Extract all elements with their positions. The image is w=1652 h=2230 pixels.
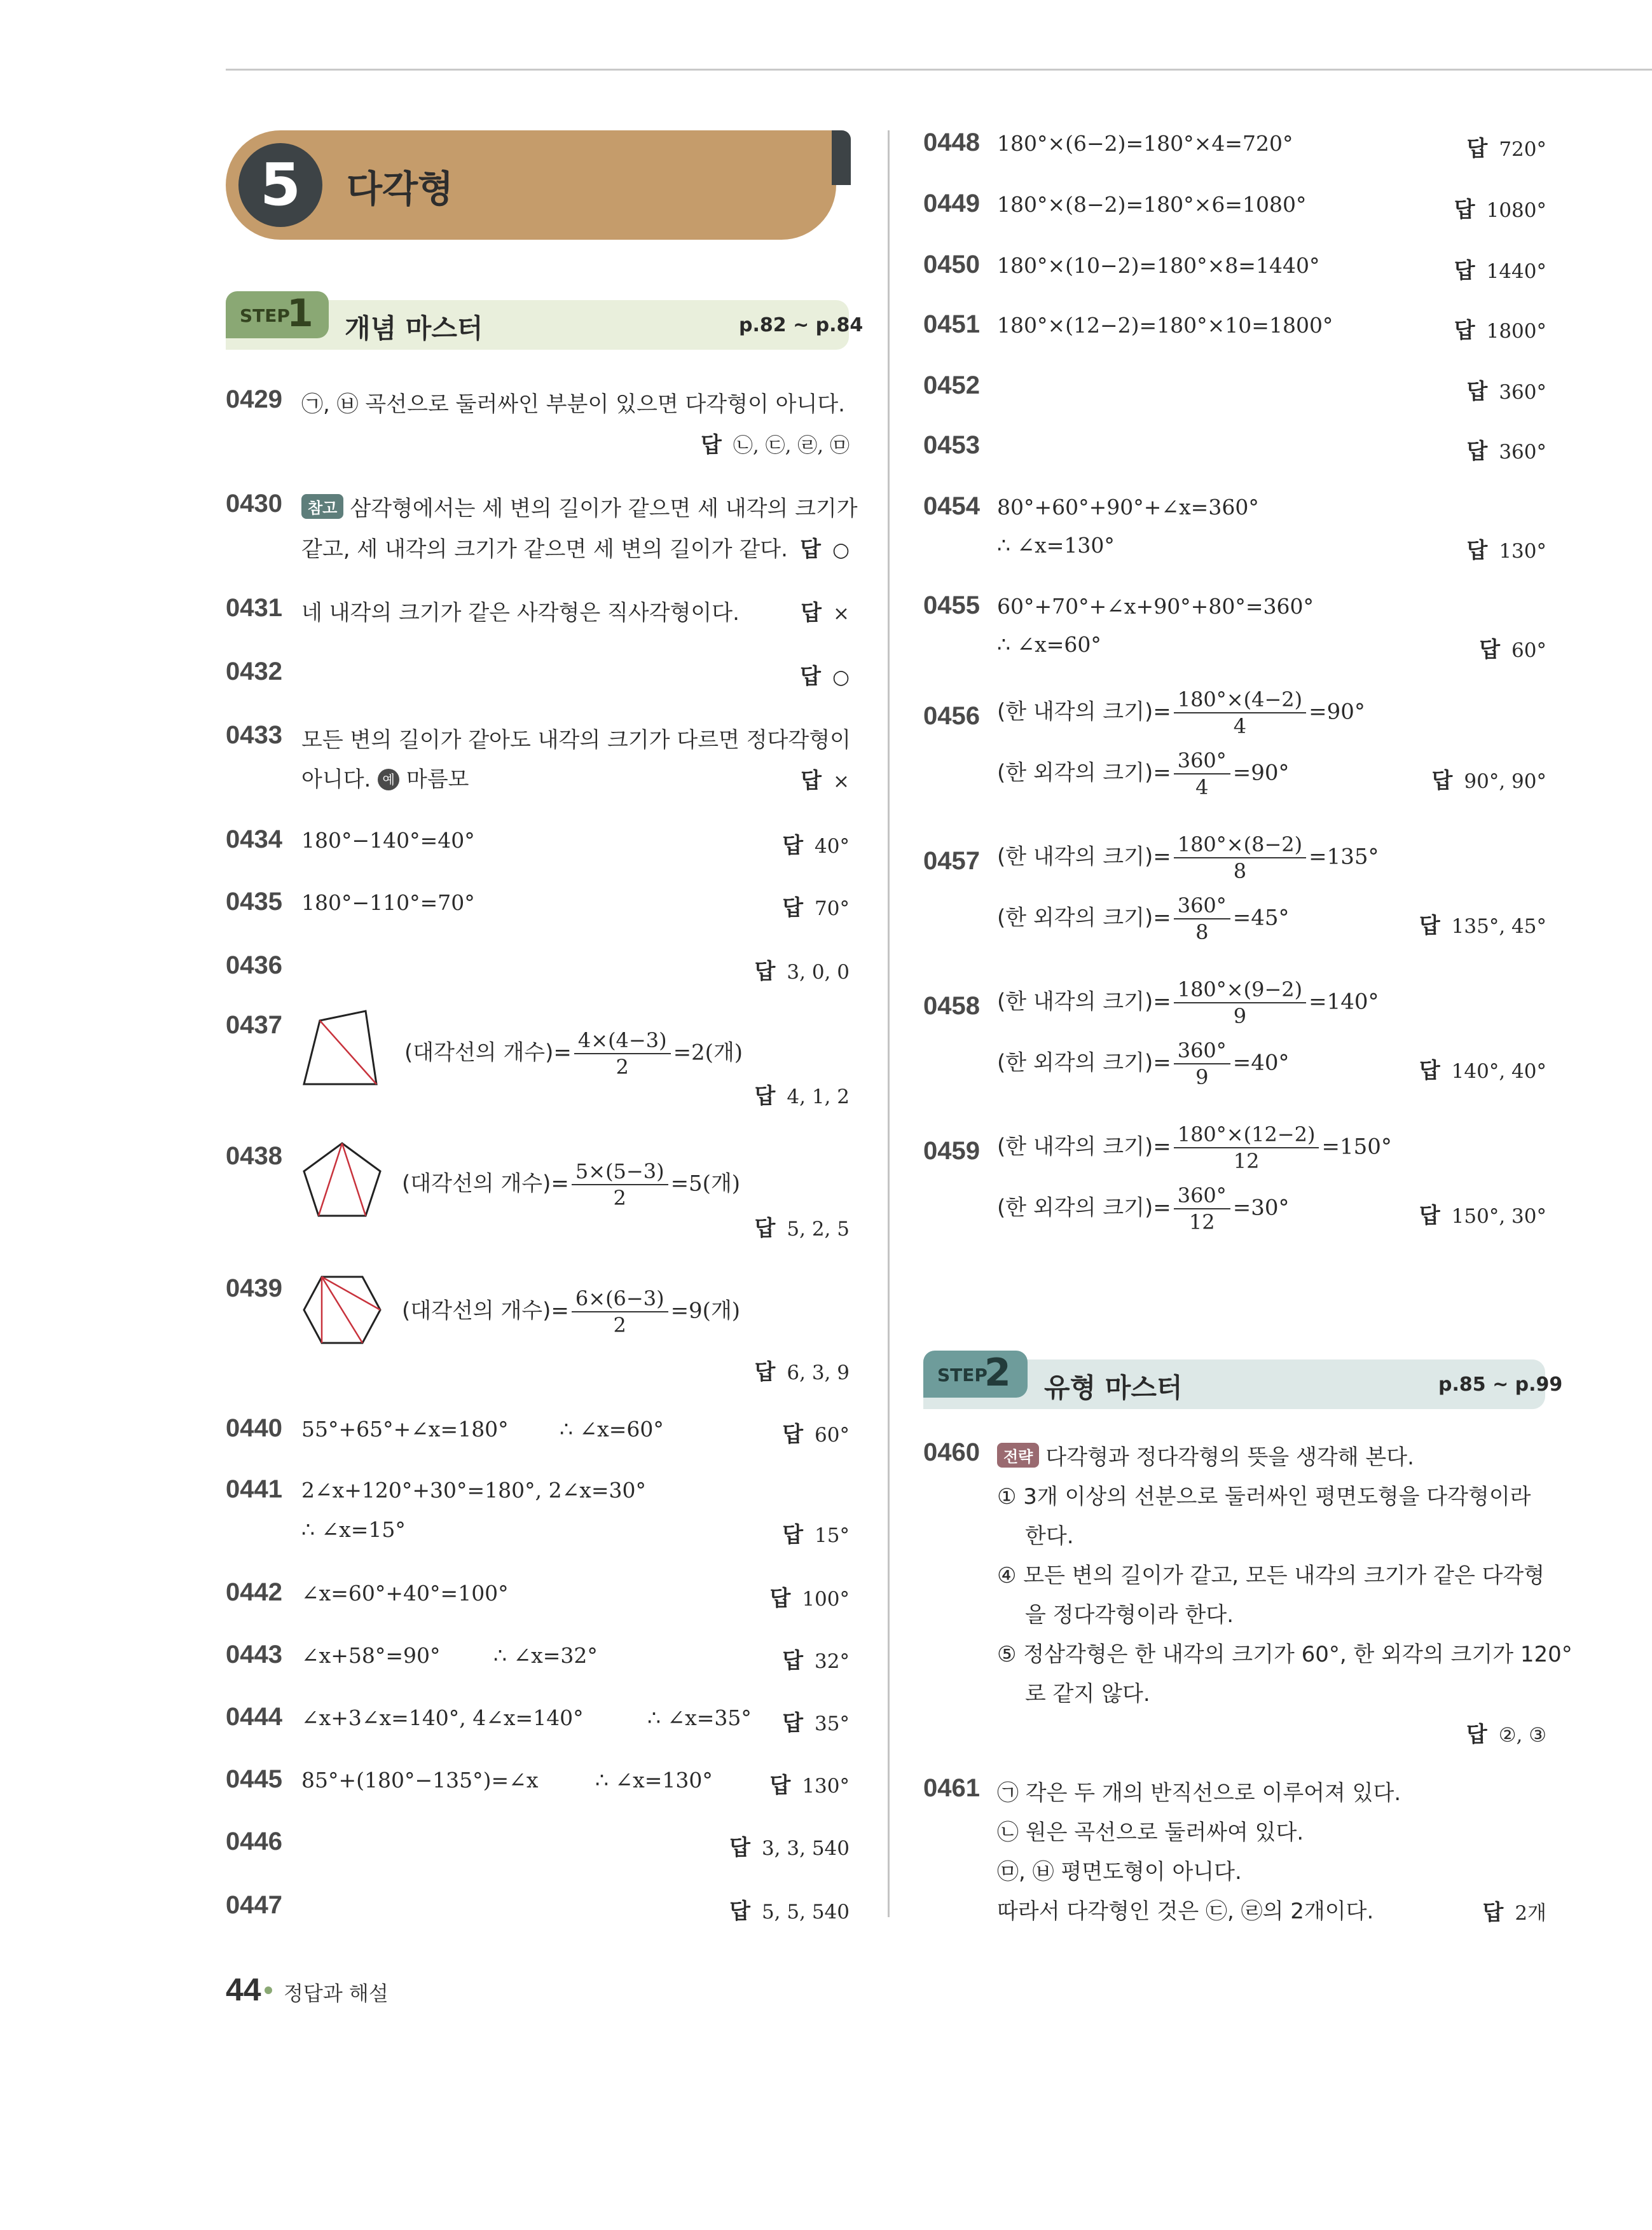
answer: 답 × xyxy=(801,768,850,794)
solution-line: ㉤, ㉥ 평면도형이 아니다. xyxy=(997,1859,1242,1885)
solution-conclusion: ∴ ∠x=32° xyxy=(493,1643,598,1668)
step2-pages: p.85 ~ p.99 xyxy=(1438,1373,1563,1396)
answer: 답 360° xyxy=(1466,439,1546,464)
problem-number: 0445 xyxy=(226,1765,282,1793)
interior-angle-formula: (한 내각의 크기)= $\frac{180^\circ\times(4-2)}{4}$ =90° xyxy=(997,687,1365,738)
interior-angle-formula: (한 내각의 크기)= $\frac{180^\circ\times(12-2)}{12}$ =150° xyxy=(997,1122,1392,1173)
ref-tag: 참고 xyxy=(301,494,343,519)
footer-dot xyxy=(265,1986,272,1994)
solution-line: 85°+(180°−135°)=∠x xyxy=(301,1768,539,1793)
answer: 답 140°, 40° xyxy=(1419,1058,1546,1084)
solution-line: 2∠x+120°+30°=180°, 2∠x=30° xyxy=(301,1478,647,1503)
answer: 답 ㉡, ㉢, ㉣, ㉤ xyxy=(701,432,850,458)
solution-line: ① 3개 이상의 선분으로 둘러싸인 평면도형을 다각형이라 xyxy=(997,1484,1531,1510)
solution-line: 180°×(8−2)=180°×6=1080° xyxy=(997,192,1307,217)
answer: 답 2개 xyxy=(1482,1900,1546,1925)
solution-line: 180°−110°=70° xyxy=(301,890,475,915)
quadrilateral-diagram xyxy=(299,1005,388,1094)
footer-label: 정답과 해설 xyxy=(284,1981,389,2006)
problem-number: 0459 xyxy=(923,1137,980,1165)
problem-number: 0440 xyxy=(226,1414,282,1442)
solution-conclusion: ∴ ∠x=15° xyxy=(301,1517,406,1542)
diagonal-formula: (대각선의 개수)= $\frac{6\times(6-3)}{2}$ =9(개) xyxy=(402,1286,741,1337)
diagonal-formula: (대각선의 개수)= $\frac{5\times(5-3)}{2}$ =5(개) xyxy=(402,1159,741,1210)
pentagon-diagram xyxy=(299,1138,388,1221)
problem-number: 0436 xyxy=(226,951,282,979)
problem-number: 0442 xyxy=(226,1578,282,1606)
interior-angle-formula: (한 내각의 크기)= $\frac{180^\circ\times(8-2)}{8}$ =135° xyxy=(997,832,1379,883)
answer: 답 720° xyxy=(1466,136,1546,162)
solution-line: 네 내각의 크기가 같은 사각형은 직사각형이다. xyxy=(301,600,740,626)
solution-line: 따라서 다각형인 것은 ㉢, ㉣의 2개이다. xyxy=(997,1899,1374,1924)
answer: 답 3, 3, 540 xyxy=(729,1835,850,1861)
answer: 답 130° xyxy=(1466,538,1546,563)
problem-number: 0458 xyxy=(923,992,980,1020)
step1-badge: STEP 1 xyxy=(226,291,329,338)
problem-number: 0429 xyxy=(226,385,282,413)
solution-line: 55°+65°+∠x=180° xyxy=(301,1417,509,1442)
problem-number: 0437 xyxy=(226,1011,282,1039)
problem-number: 0439 xyxy=(226,1274,282,1302)
answer: 답 32° xyxy=(782,1648,850,1674)
exterior-angle-formula: (한 외각의 크기)= $\frac{360^\circ}{9}$ =40° xyxy=(997,1038,1290,1089)
solution-line: ∠x=60°+40°=100° xyxy=(301,1581,509,1606)
answer: 답 5, 2, 5 xyxy=(754,1216,850,1241)
page-number: 44 xyxy=(226,1972,261,2007)
solution-line: ㉡ 원은 곡선으로 둘러싸여 있다. xyxy=(997,1820,1304,1845)
strategy-tag: 전략 xyxy=(997,1443,1039,1468)
solution-line: ㉠, ㉥ 곡선으로 둘러싸인 부분이 있으면 다각형이 아니다. xyxy=(301,392,845,417)
solution-line: 을 정다각형이라 한다. xyxy=(1025,1602,1234,1628)
solution-line: ④ 모든 변의 길이가 같고, 모든 내각의 크기가 같은 다각형 xyxy=(997,1563,1545,1588)
problem-number: 0438 xyxy=(226,1142,282,1170)
solution-line: 180°×(10−2)=180°×8=1440° xyxy=(997,253,1320,278)
answer: 답 130° xyxy=(769,1773,850,1798)
problem-number: 0431 xyxy=(226,594,282,622)
solution-conclusion: ∴ ∠x=60° xyxy=(997,632,1101,657)
solution-line: 180°−140°=40° xyxy=(301,828,475,853)
answer: 답 4, 1, 2 xyxy=(754,1084,850,1109)
problem-number: 0460 xyxy=(923,1438,980,1466)
exterior-angle-formula: (한 외각의 크기)= $\frac{360^\circ}{8}$ =45° xyxy=(997,893,1290,944)
problem-number: 0443 xyxy=(226,1641,282,1669)
top-rule xyxy=(226,69,1652,71)
chapter-number: 5 xyxy=(238,143,322,227)
step2-title: 유형 마스터 xyxy=(1044,1372,1183,1403)
solution-line: 180°×(12−2)=180°×10=1800° xyxy=(997,313,1333,338)
step2-badge: STEP 2 xyxy=(923,1351,1028,1398)
problem-number: 0433 xyxy=(226,721,282,749)
problem-number: 0435 xyxy=(226,888,282,916)
problem-number: 0454 xyxy=(923,492,980,520)
answer: 답 90°, 90° xyxy=(1431,768,1546,794)
example-icon: 예 xyxy=(378,769,399,790)
problem-number: 0432 xyxy=(226,657,282,685)
answer: 답 15° xyxy=(782,1522,850,1548)
answer: 답 1440° xyxy=(1454,258,1546,284)
step1-title: 개념 마스터 xyxy=(345,313,483,344)
answer: 답 60° xyxy=(1479,637,1546,663)
solution-line: ∠x+3∠x=140°, 4∠x=140° xyxy=(301,1705,584,1730)
answer: 답 3, 0, 0 xyxy=(754,959,850,984)
answer: 답 100° xyxy=(769,1586,850,1611)
problem-number: 0461 xyxy=(923,1774,980,1802)
interior-angle-formula: (한 내각의 크기)= $\frac{180^\circ\times(9-2)}{9}$ =140° xyxy=(997,977,1379,1028)
solution-line: 참고 삼각형에서는 세 변의 길이가 같으면 세 내각의 크기가 xyxy=(301,491,858,522)
problem-number: 0450 xyxy=(923,251,980,279)
solution-line: 한다. xyxy=(1025,1524,1074,1549)
solution-line: ㉠ 각은 두 개의 반직선으로 이루어져 있다. xyxy=(997,1780,1401,1806)
problem-number: 0449 xyxy=(923,189,980,217)
exterior-angle-formula: (한 외각의 크기)= $\frac{360^\circ}{12}$ =30° xyxy=(997,1183,1290,1234)
answer: 답 35° xyxy=(782,1710,850,1736)
answer: 답 ○ xyxy=(800,537,850,562)
problem-number: 0447 xyxy=(226,1891,282,1919)
solution-line: 60°+70°+∠x+90°+80°=360° xyxy=(997,594,1314,619)
exterior-angle-formula: (한 외각의 크기)= $\frac{360^\circ}{4}$ =90° xyxy=(997,748,1290,799)
diagonal-formula: (대각선의 개수)= $\frac{4\times(4-3)}{2}$ =2(개) xyxy=(404,1028,743,1079)
problem-number: 0448 xyxy=(923,128,980,156)
problem-number: 0455 xyxy=(923,591,980,619)
chapter-title: 다각형 xyxy=(347,167,454,210)
answer: 답 1080° xyxy=(1454,197,1546,223)
answer: 답 ②, ③ xyxy=(1466,1722,1546,1747)
solution-line: ∠x+58°=90° xyxy=(301,1643,441,1668)
problem-number: 0434 xyxy=(226,825,282,853)
answer: 답 5, 5, 540 xyxy=(729,1899,850,1924)
solution-line: 전략 다각형과 정다각형의 뜻을 생각해 본다. xyxy=(997,1440,1414,1471)
problem-number: 0446 xyxy=(226,1827,282,1855)
answer: 답 1800° xyxy=(1454,318,1546,343)
answer: 답 × xyxy=(801,600,850,626)
solution-conclusion: ∴ ∠x=130° xyxy=(595,1768,713,1793)
answer: 답 60° xyxy=(782,1422,850,1447)
problem-number: 0451 xyxy=(923,310,980,338)
problem-number: 0430 xyxy=(226,490,282,518)
solution-line: 80°+60°+90°+∠x=360° xyxy=(997,495,1259,520)
answer: 답 360° xyxy=(1466,379,1546,404)
problem-number: 0441 xyxy=(226,1475,282,1503)
chapter-tab xyxy=(832,130,851,185)
step1-pages: p.82 ~ p.84 xyxy=(739,314,864,336)
answer: 답 40° xyxy=(782,833,850,858)
answer: 답 ○ xyxy=(800,664,850,689)
solution-line: 아니다. 예 마름모 xyxy=(301,767,469,792)
solution-line: 로 같지 않다. xyxy=(1025,1681,1150,1707)
solution-conclusion: ∴ ∠x=60° xyxy=(560,1417,664,1442)
problem-number: 0453 xyxy=(923,431,980,459)
answer: 답 70° xyxy=(782,895,850,921)
hexagon-diagram xyxy=(299,1272,385,1348)
solution-line: 모든 변의 길이가 같아도 내각의 크기가 다르면 정다각형이 xyxy=(301,727,851,753)
solution-line: 같고, 세 내각의 크기가 같으면 세 변의 길이가 같다. xyxy=(301,537,788,562)
column-divider xyxy=(888,130,890,1917)
solution-line: 180°×(6−2)=180°×4=720° xyxy=(997,131,1293,156)
answer: 답 6, 3, 9 xyxy=(754,1359,850,1385)
solution-conclusion: ∴ ∠x=35° xyxy=(647,1705,752,1730)
problem-number: 0456 xyxy=(923,702,980,730)
solution-conclusion: ∴ ∠x=130° xyxy=(997,533,1115,558)
problem-number: 0457 xyxy=(923,847,980,875)
solution-line: ⑤ 정삼각형은 한 내각의 크기가 60°, 한 외각의 크기가 120° xyxy=(997,1642,1573,1667)
problem-number: 0452 xyxy=(923,371,980,399)
problem-number: 0444 xyxy=(226,1703,282,1731)
answer: 답 135°, 45° xyxy=(1419,913,1546,939)
answer: 답 150°, 30° xyxy=(1419,1203,1546,1229)
